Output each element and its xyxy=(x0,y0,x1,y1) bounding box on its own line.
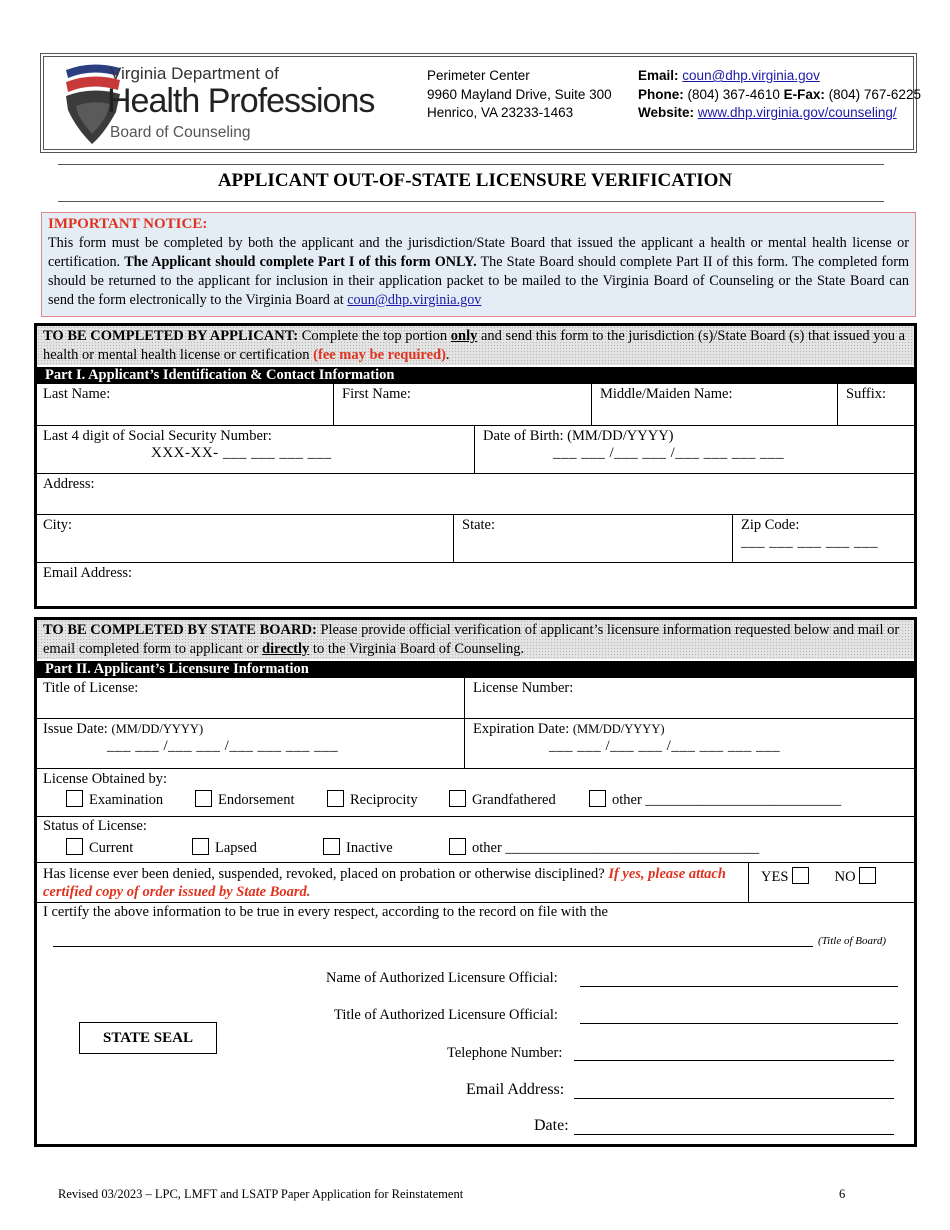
applicant-intro-end: . xyxy=(445,346,450,363)
logo-line-2: Health Professions xyxy=(107,82,375,120)
status-label: Status of License: xyxy=(43,818,147,834)
board-email-line[interactable] xyxy=(574,1098,894,1099)
board-contact: Email: coun@dhp.virginia.gov Phone: (804) 367-4610 E-Fax: (804) 767-6225 Website: www.dhp.virginia.gov/counseling/ xyxy=(638,68,921,120)
board-intro-directly: directly xyxy=(262,640,310,657)
email-label: Email xyxy=(638,68,675,83)
efax-label: E-Fax: xyxy=(783,86,825,102)
official-title-line[interactable] xyxy=(580,1023,898,1024)
option-grandfathered[interactable] xyxy=(449,790,556,809)
title-rule-bottom xyxy=(58,201,884,202)
footer-page-number: 6 xyxy=(839,1187,846,1201)
applicant-intro-text-1: Complete the top portion xyxy=(301,328,448,344)
no-label: NO xyxy=(834,869,856,885)
city-label: City: xyxy=(43,517,73,533)
part2-title: Part II. Applicant’s Licensure Information xyxy=(37,661,914,678)
email-field[interactable] xyxy=(37,563,914,606)
email-link[interactable]: coun@dhp.virginia.gov xyxy=(682,68,820,83)
logo-line-1: Virginia Department of xyxy=(110,64,279,83)
option-label: Current xyxy=(89,840,134,856)
checkbox[interactable] xyxy=(66,790,83,807)
option-label: Inactive xyxy=(346,840,393,856)
title-of-board-label: (Title of Board) xyxy=(818,935,887,947)
disciplined-note: If yes, please attach certified copy of order issued by State Board. xyxy=(43,866,726,900)
date-line[interactable] xyxy=(574,1134,894,1135)
applicant-intro xyxy=(37,326,914,365)
no-checkbox[interactable] xyxy=(859,867,876,884)
official-name-line[interactable] xyxy=(580,986,898,987)
license-number-label: License Number: xyxy=(473,680,574,696)
telephone-label: Telephone Number: xyxy=(447,1045,563,1061)
issue-date-label: Issue Date: xyxy=(43,721,108,737)
status-lapsed[interactable] xyxy=(192,838,257,857)
email-address-label: Email Address: xyxy=(43,565,133,581)
board-title-line[interactable] xyxy=(53,946,813,947)
board-intro-bold: TO BE COMPLETED BY STATE BOARD: xyxy=(43,622,317,638)
title-of-license-field[interactable] xyxy=(37,678,465,719)
issue-date-fill: ___ ___ /___ ___ /___ ___ ___ ___ xyxy=(107,738,339,754)
date-label: Date: xyxy=(534,1117,569,1134)
website-label: Website: xyxy=(638,105,695,120)
expiration-date-format: (MM/DD/YYYY) xyxy=(572,722,665,736)
board-intro-text-1: Please provide official verification of applicant’s licensure information requested below and mail or email completed form to applicant or xyxy=(43,622,900,657)
checkbox[interactable] xyxy=(66,838,83,855)
board-address xyxy=(427,67,612,123)
checkbox[interactable] xyxy=(323,838,340,855)
last-name-field[interactable] xyxy=(37,384,334,426)
option-label: other ___________________________ xyxy=(612,792,842,808)
option-reciprocity[interactable] xyxy=(327,790,418,809)
obtained-by-label: License Obtained by: xyxy=(43,771,168,787)
expiration-date-field[interactable] xyxy=(465,719,914,769)
dob-field[interactable] xyxy=(475,426,914,474)
dhp-logo xyxy=(60,60,420,150)
state-field[interactable] xyxy=(454,515,733,563)
yes-checkbox[interactable] xyxy=(792,867,809,884)
efax-value: (804) 767-6225 xyxy=(828,86,921,102)
board-intro xyxy=(37,620,914,659)
footer-revision: Revised 03/2023 – LPC, LMFT and LSATP Paper Application for Reinstatement xyxy=(58,1187,464,1201)
board-intro-text-2: to the Virginia Board of Counseling. xyxy=(312,640,525,657)
suffix-field[interactable] xyxy=(838,384,914,426)
address-line-1: Perimeter Center xyxy=(427,68,530,83)
middle-name-field[interactable] xyxy=(592,384,838,426)
official-title-label: Title of Authorized Licensure Official: xyxy=(334,1007,558,1023)
certify-text: I certify the above information to be true in every respect, according to the record on file with the xyxy=(43,904,608,920)
checkbox[interactable] xyxy=(192,838,209,855)
ssn-field[interactable] xyxy=(37,426,475,474)
zip-field[interactable] xyxy=(733,515,914,563)
option-label: Endorsement xyxy=(218,792,295,808)
status-current[interactable] xyxy=(66,838,133,857)
yes-label: YES xyxy=(761,869,789,885)
phone-label: Phone: xyxy=(638,86,684,102)
notice-heading: IMPORTANT NOTICE: xyxy=(48,216,208,232)
ssn-label: Last 4 digit of Social Security Number: xyxy=(43,428,272,444)
option-label: Grandfathered xyxy=(472,792,556,808)
website-link[interactable]: www.dhp.virginia.gov/counseling/ xyxy=(697,105,897,120)
first-name-field[interactable] xyxy=(334,384,592,426)
disciplined-question xyxy=(37,863,749,903)
address-field[interactable] xyxy=(37,474,914,515)
yes-no-cell xyxy=(749,863,914,903)
checkbox[interactable] xyxy=(589,790,606,807)
address-line-2: 9960 Mayland Drive, Suite 300 xyxy=(427,86,612,102)
expiration-date-label: Expiration Date: xyxy=(473,721,570,737)
dob-label: Date of Birth: (MM/DD/YYYY) xyxy=(483,428,674,444)
logo-line-3: Board of Counseling xyxy=(110,124,251,141)
no-option[interactable] xyxy=(835,869,883,885)
title-rule-top xyxy=(58,164,884,165)
applicant-intro-bold: TO BE COMPLETED BY APPLICANT: xyxy=(43,328,299,344)
state-seal-box: STATE SEAL xyxy=(79,1022,217,1054)
notice-text-bold: The Applicant should complete Part I of this form ONLY. xyxy=(124,254,477,270)
option-endorsement[interactable] xyxy=(195,790,295,809)
telephone-line[interactable] xyxy=(574,1060,894,1061)
address-label: Address: xyxy=(43,476,95,492)
city-field[interactable] xyxy=(37,515,454,563)
license-number-field[interactable] xyxy=(465,678,914,719)
yes-option[interactable] xyxy=(761,869,831,885)
address-line-3: Henrico, VA 23233-1463 xyxy=(427,105,574,120)
official-name-label: Name of Authorized Licensure Official: xyxy=(326,970,558,986)
status-inactive[interactable] xyxy=(323,838,393,857)
ssn-fill: XXX-XX- ___ ___ ___ ___ xyxy=(151,445,332,461)
checkbox[interactable] xyxy=(449,790,466,807)
notice-text-1: This form must be completed by both the applicant and the jurisdiction/State Board that issued the applicant a health or mental health license or certification. xyxy=(48,235,909,270)
applicant-intro-text-2: and send this form to the jurisdiction (s)/State Board (s) that issued you a health or mental health license or certification xyxy=(43,328,906,363)
checkbox[interactable] xyxy=(449,838,466,855)
suffix-label: Suffix: xyxy=(846,386,887,402)
dob-fill: ___ ___ /___ ___ /___ ___ ___ ___ xyxy=(553,445,785,461)
part1-title: Part I. Applicant’s Identification & Contact Information xyxy=(37,367,914,384)
zip-label: Zip Code: xyxy=(741,517,800,533)
option-label: Examination xyxy=(89,792,164,808)
option-label: Reciprocity xyxy=(350,792,418,808)
zip-fill: ___ ___ ___ ___ ___ xyxy=(741,534,878,550)
disciplined-question-text: Has license ever been denied, suspended, revoked, placed on probation or otherwise disciplined? xyxy=(43,866,605,882)
issue-date-format: (MM/DD/YYYY) xyxy=(111,722,204,736)
option-label: other ___________________________________ xyxy=(472,840,760,856)
notice-email-link[interactable]: coun@dhp.virginia.gov xyxy=(347,292,482,308)
checkbox[interactable] xyxy=(195,790,212,807)
board-email-label: Email Address: xyxy=(466,1081,565,1098)
last-name-label: Last Name: xyxy=(43,386,111,402)
option-examination[interactable] xyxy=(66,790,163,809)
applicant-intro-only: only xyxy=(450,328,478,344)
page-title: APPLICANT OUT-OF-STATE LICENSURE VERIFICATION xyxy=(217,170,733,191)
title-of-license-label: Title of License: xyxy=(43,680,139,696)
option-label: Lapsed xyxy=(215,840,257,856)
fee-notice: (fee may be required) xyxy=(313,346,446,363)
issue-date-field[interactable] xyxy=(37,719,465,769)
status-other[interactable] xyxy=(449,838,759,857)
important-notice xyxy=(41,212,916,317)
option-other[interactable] xyxy=(589,790,841,809)
phone-value: (804) 367-4610 xyxy=(687,86,780,102)
middle-name-label: Middle/Maiden Name: xyxy=(600,386,733,402)
expiration-date-fill: ___ ___ /___ ___ /___ ___ ___ ___ xyxy=(549,738,781,754)
state-label: State: xyxy=(462,517,496,533)
checkbox[interactable] xyxy=(327,790,344,807)
first-name-label: First Name: xyxy=(342,386,411,402)
notice-text-2: The State Board should complete Part II of this form. The completed form should be returned to the applicant for inclusion in their application packet to be mailed to the Virginia Board of Counseling or the State Board can send the form electronically to the Virginia Board at xyxy=(48,254,910,308)
